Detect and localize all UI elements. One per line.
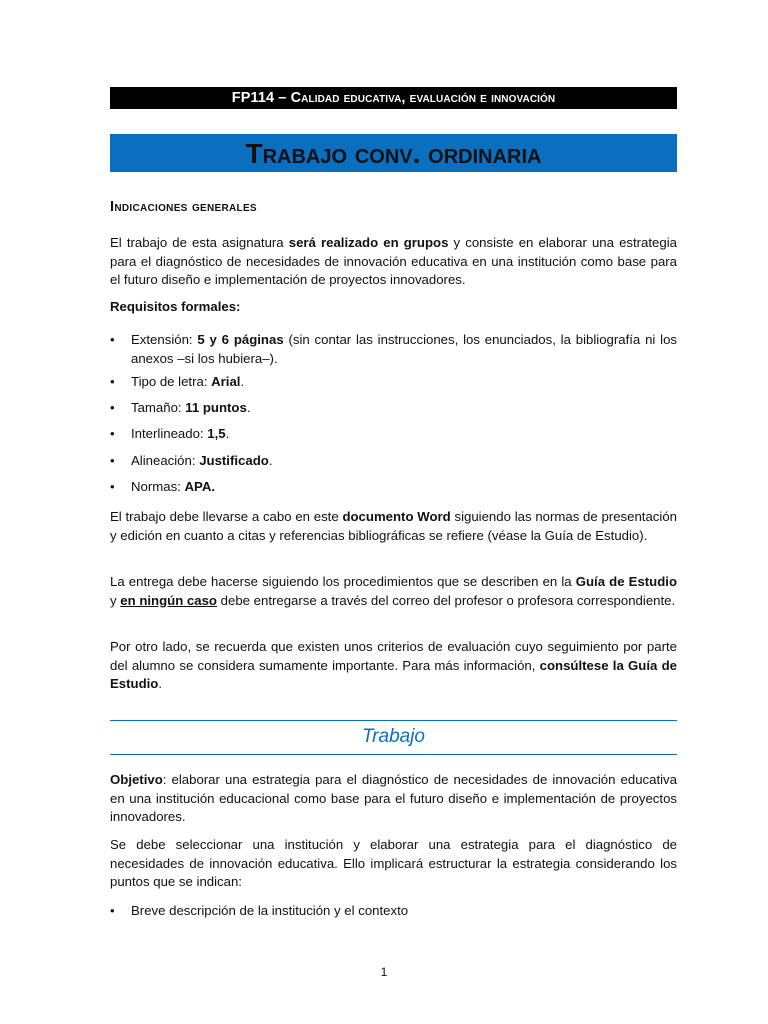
course-title: Calidad educativa, evaluación e innovación xyxy=(290,90,556,106)
list-item: • Interlineado: 1,5. xyxy=(110,425,677,444)
course-header-bar xyxy=(110,87,677,109)
page-number: 1 xyxy=(380,965,388,979)
list-item: • Normas: APA. xyxy=(110,478,677,497)
bullet-icon: • xyxy=(110,400,115,415)
section-divider-bottom xyxy=(110,754,677,755)
requisitos-heading: Requisitos formales: xyxy=(110,299,241,314)
bullet-icon: • xyxy=(110,426,115,441)
list-item: • Breve descripción de la institución y el contexto xyxy=(110,902,677,921)
criterios-paragraph: Por otro lado, se recuerda que existen unos criterios de evaluación cuyo seguimiento por parte del alumno se considera sumamente importante. Para más información, consúltese la Guía de Estudio. xyxy=(110,639,677,692)
bullet-icon: • xyxy=(110,903,115,918)
course-dash: – xyxy=(274,90,291,106)
section-heading-trabajo: Trabajo xyxy=(361,726,425,747)
bullet-icon: • xyxy=(110,479,115,494)
word-paragraph: El trabajo debe llevarse a cabo en este documento Word siguiendo las normas de presentación y edición en cuanto a citas y referencias bibliográficas se refiere (véase la Guía de Estudio). xyxy=(110,509,677,543)
bullet-icon: • xyxy=(110,453,115,468)
list-item: • Tipo de letra: Arial. xyxy=(110,373,677,392)
intro-paragraph: El trabajo de esta asignatura será realizado en grupos y consiste en elaborar una estrategia para el diagnóstico de necesidades de innovación educativa en una institución como base para el futuro diseño e implementación de proyectos innovadores. xyxy=(110,235,677,288)
document-title: Trabajo conv. ordinaria xyxy=(110,134,677,172)
bullet-icon: • xyxy=(110,332,115,347)
course-code: FP114 xyxy=(231,90,275,106)
seleccion-paragraph: Se debe seleccionar una institución y elaborar una estrategia para el diagnóstico de necesidades de innovación educativa. Ello implicará estructurar la estrategia considerando los puntos que se indican: xyxy=(110,837,677,890)
list-item: • Tamaño: 11 puntos. xyxy=(110,399,677,418)
list-item: • Alineación: Justificado. xyxy=(110,452,677,471)
objetivo-paragraph: Objetivo: elaborar una estrategia para el diagnóstico de necesidades de innovación educativa en una institución educacional como base para el futuro diseño e implementación de proyectos innovadores. xyxy=(110,772,677,825)
list-item: • Extensión: 5 y 6 páginas (sin contar las instrucciones, los enunciados, la bibliografía ni los anexos –si los hubiera–). xyxy=(110,332,677,366)
entrega-paragraph: La entrega debe hacerse siguiendo los procedimientos que se describen en la Guía de Estudio y en ningún caso debe entregarse a través del correo del profesor o profesora correspondiente. xyxy=(110,574,678,608)
section-divider-top xyxy=(110,720,677,721)
section-heading-general: Indicaciones generales xyxy=(110,199,257,215)
bullet-icon: • xyxy=(110,374,115,389)
